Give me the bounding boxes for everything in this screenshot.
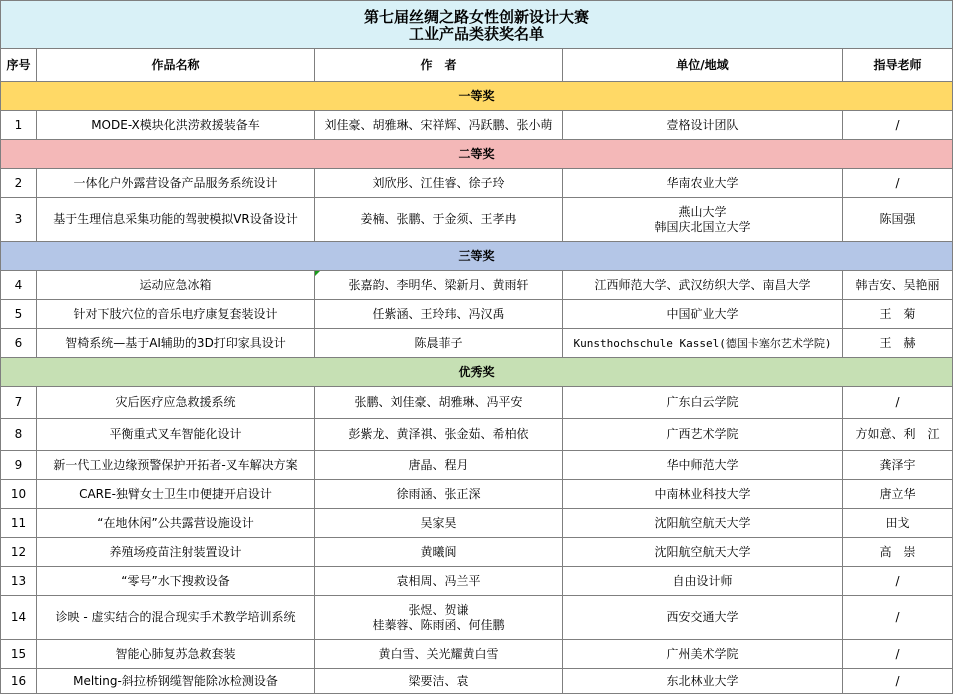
title-row: [1, 1, 953, 49]
cell-unit: 广西艺术学院: [563, 419, 843, 451]
author-line-2: 桂蓁蓉、陈雨函、何佳鹏: [372, 617, 505, 632]
cell-author: [315, 596, 563, 640]
title-line-2: 工业产品类获奖名单: [409, 24, 545, 43]
section-label: 一等奖: [1, 82, 953, 111]
cell-unit: 自由设计师: [563, 567, 843, 596]
cell-unit: 沈阳航空航天大学: [563, 509, 843, 538]
cell-no: 1: [1, 111, 37, 140]
section-label: 二等奖: [1, 140, 953, 169]
cell-work: 平衡重式叉车智能化设计: [37, 419, 315, 451]
cell-no: 8: [1, 419, 37, 451]
cell-work: 运动应急冰箱: [37, 271, 315, 300]
page-title: [1, 1, 953, 49]
table-row: [1, 387, 953, 419]
section-second-prize: [1, 140, 953, 169]
cell-unit: 东北林业大学: [563, 669, 843, 694]
cell-unit: 广东白云学院: [563, 387, 843, 419]
cell-author: 唐晶、程月: [315, 451, 563, 480]
cell-work: 一体化户外露营设备产品服务系统设计: [37, 169, 315, 198]
header-unit: 单位/地域: [563, 49, 843, 82]
cell-author: 姜楠、张鹏、于金须、王孝冉: [315, 198, 563, 242]
cell-teacher: 高 崇: [843, 538, 953, 567]
table-row: [1, 538, 953, 567]
cell-work: 养殖场疫苗注射装置设计: [37, 538, 315, 567]
cell-teacher: /: [843, 596, 953, 640]
cell-no: 5: [1, 300, 37, 329]
cell-author: 张鹏、刘佳豪、胡雅琳、冯平安: [315, 387, 563, 419]
cell-no: 13: [1, 567, 37, 596]
cell-unit: 西安交通大学: [563, 596, 843, 640]
table-row: [1, 329, 953, 358]
cell-teacher: 韩吉安、吴艳丽: [843, 271, 953, 300]
cell-unit: 华南农业大学: [563, 169, 843, 198]
section-excellence-prize: [1, 358, 953, 387]
cell-work: 灾后医疗应急救援系统: [37, 387, 315, 419]
table-row: [1, 419, 953, 451]
cell-unit: 江西师范大学、武汉纺织大学、南昌大学: [563, 271, 843, 300]
cell-unit: 中南林业科技大学: [563, 480, 843, 509]
cell-unit: Kunsthochschule Kassel(德国卡塞尔艺术学院): [563, 329, 843, 358]
author-line-1: 张煜、贺谦: [408, 602, 469, 617]
table-row: [1, 596, 953, 640]
cell-work: MODE-X模块化洪涝救援装备车: [37, 111, 315, 140]
cell-teacher: /: [843, 640, 953, 669]
cell-teacher: 田戈: [843, 509, 953, 538]
cell-unit: 壹格设计团队: [563, 111, 843, 140]
cell-unit: 中国矿业大学: [563, 300, 843, 329]
unit-line-2: 韩国庆北国立大学: [654, 219, 751, 234]
cell-unit: 沈阳航空航天大学: [563, 538, 843, 567]
cell-author: 刘欣彤、江佳睿、徐子玲: [315, 169, 563, 198]
cell-author: 黄白雪、关光耀黄白雪: [315, 640, 563, 669]
cell-work: Melting-斜拉桥钢缆智能除冰检测设备: [37, 669, 315, 694]
cell-author: 梁要洁、袁: [315, 669, 563, 694]
table-row: [1, 480, 953, 509]
cell-work: 智椅系统—基于AI辅助的3D打印家具设计: [37, 329, 315, 358]
unit-line-1: 燕山大学: [678, 204, 727, 219]
table-row: [1, 271, 953, 300]
cell-author: 任紫涵、王玲玮、冯汉禹: [315, 300, 563, 329]
header-row: [1, 49, 953, 82]
cell-author: 徐雨涵、张正深: [315, 480, 563, 509]
cell-no: 3: [1, 198, 37, 242]
cell-no: 15: [1, 640, 37, 669]
table-row: [1, 111, 953, 140]
cell-no: 2: [1, 169, 37, 198]
title-line-1: 第七届丝绸之路女性创新设计大赛: [364, 7, 590, 26]
cell-teacher: 唐立华: [843, 480, 953, 509]
table-row: [1, 669, 953, 694]
cell-teacher: /: [843, 567, 953, 596]
table-row: [1, 567, 953, 596]
cell-no: 7: [1, 387, 37, 419]
table-row: [1, 198, 953, 242]
cell-author: 刘佳豪、胡雅琳、宋祥辉、冯跃鹏、张小萌: [315, 111, 563, 140]
cell-work: 智能心肺复苏急救套装: [37, 640, 315, 669]
cell-teacher: /: [843, 111, 953, 140]
cell-no: 11: [1, 509, 37, 538]
cell-no: 10: [1, 480, 37, 509]
header-no: 序号: [1, 49, 37, 82]
cell-author: 吴家昊: [315, 509, 563, 538]
cell-teacher: /: [843, 669, 953, 694]
cell-work: 基于生理信息采集功能的驾驶模拟VR设备设计: [37, 198, 315, 242]
table-row: [1, 451, 953, 480]
cell-work: 新一代工业边缘预警保护开拓者-叉车解决方案: [37, 451, 315, 480]
section-first-prize: [1, 82, 953, 111]
cell-work: 诊映 - 虚实结合的混合现实手术教学培训系统: [37, 596, 315, 640]
cell-work: CARE-独臂女士卫生巾便捷开启设计: [37, 480, 315, 509]
cell-author: 彭紫龙、黄泽祺、张金茹、希柏依: [315, 419, 563, 451]
cell-author: 陈晨菲子: [315, 329, 563, 358]
cell-teacher: 方如意、利 江: [843, 419, 953, 451]
cell-unit: 华中师范大学: [563, 451, 843, 480]
table-row: [1, 509, 953, 538]
cell-author: 袁相周、冯兰平: [315, 567, 563, 596]
cell-no: 16: [1, 669, 37, 694]
cell-author: 黄曦阆: [315, 538, 563, 567]
cell-no: 14: [1, 596, 37, 640]
cell-no: 4: [1, 271, 37, 300]
cell-no: 12: [1, 538, 37, 567]
table-row: [1, 300, 953, 329]
section-third-prize: [1, 242, 953, 271]
cell-teacher: 王 赫: [843, 329, 953, 358]
table-row: [1, 169, 953, 198]
cell-no: 6: [1, 329, 37, 358]
cell-teacher: 陈国强: [843, 198, 953, 242]
cell-unit: 广州美术学院: [563, 640, 843, 669]
section-label: 三等奖: [1, 242, 953, 271]
header-author: 作 者: [315, 49, 563, 82]
cell-no: 9: [1, 451, 37, 480]
cell-work: 针对下肢穴位的音乐电疗康复套装设计: [37, 300, 315, 329]
table-row: [1, 640, 953, 669]
cell-work: “零号”水下搜救设备: [37, 567, 315, 596]
cell-author: 张嘉韵、李明华、梁新月、黄雨轩: [315, 271, 563, 300]
cell-teacher: /: [843, 169, 953, 198]
header-work: 作品名称: [37, 49, 315, 82]
cell-unit: [563, 198, 843, 242]
cell-teacher: /: [843, 387, 953, 419]
cell-work: “在地休闲”公共露营设施设计: [37, 509, 315, 538]
section-label: 优秀奖: [1, 358, 953, 387]
cell-teacher: 龚泽宇: [843, 451, 953, 480]
cell-teacher: 王 菊: [843, 300, 953, 329]
header-teacher: 指导老师: [843, 49, 953, 82]
